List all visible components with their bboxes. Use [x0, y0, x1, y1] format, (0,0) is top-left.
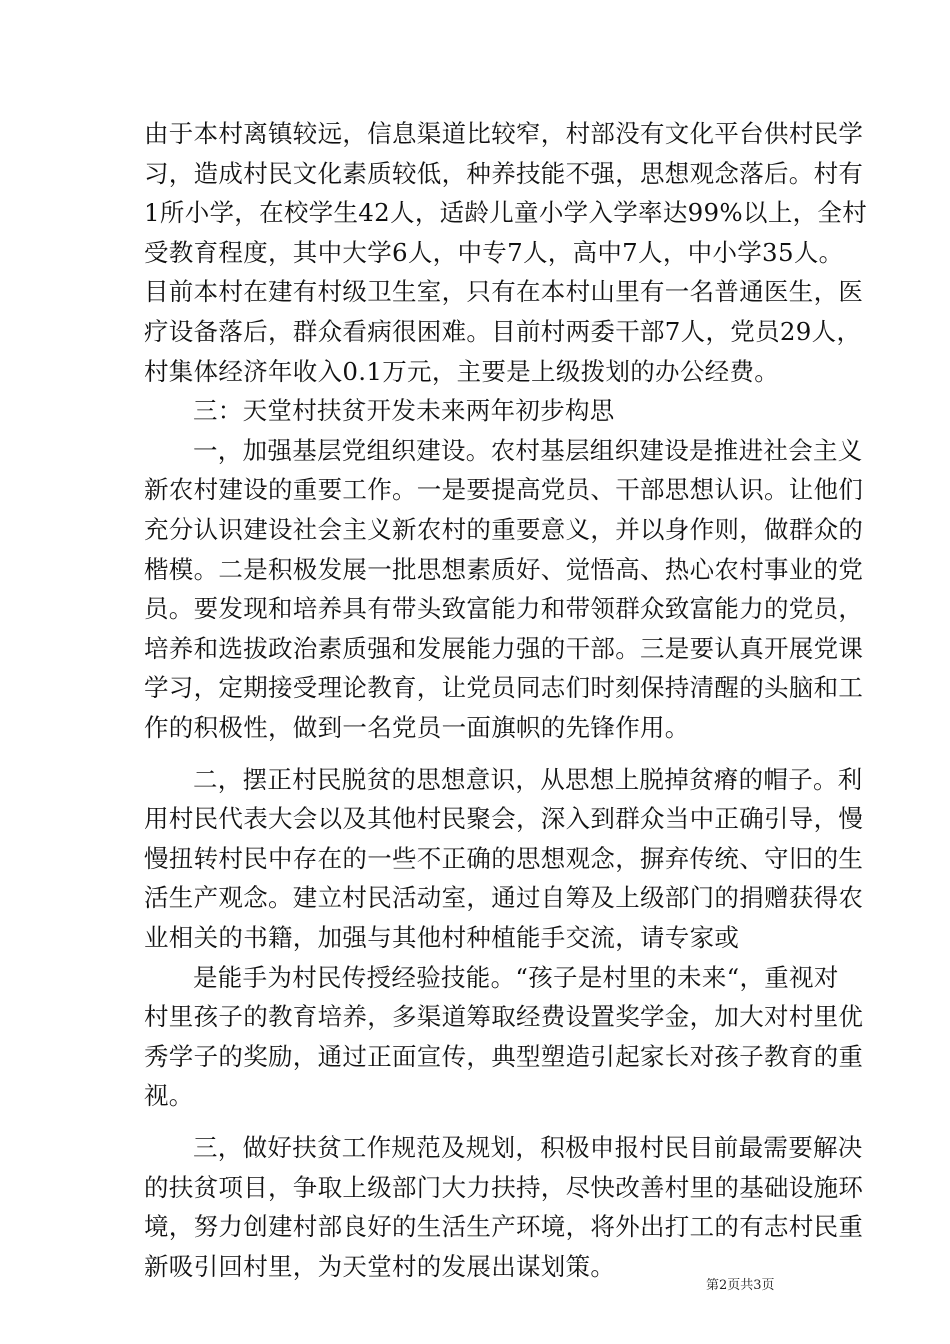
- body-text-line: 慢扭转村民中存在的一些不正确的思想观念，摒弃传统、守旧的生: [144, 844, 864, 873]
- body-text-line: 视。: [144, 1081, 194, 1110]
- body-text-line: 习，造成村民文化素质较低，种养技能不强，思想观念落后。村有: [144, 159, 864, 188]
- body-text-line: 新农村建设的重要工作。一是要提高党员、干部思想认识。让他们: [144, 475, 864, 504]
- body-text-line: 用村民代表大会以及其他村民聚会，深入到群众当中正确引导，慢: [144, 804, 864, 833]
- body-text-line: 秀学子的奖励，通过正面宣传，典型塑造引起家长对孩子教育的重: [144, 1042, 864, 1071]
- body-text-line: 业相关的书籍，加强与其他村种植能手交流，请专家或: [144, 923, 740, 952]
- body-text-line: 楷模。二是积极发展一批思想素质好、觉悟高、热心农村事业的党: [144, 555, 864, 584]
- page-number: 第2页共3页: [706, 1278, 775, 1293]
- body-text-line: 目前本村在建有村级卫生室，只有在本村山里有一名普通医生，医: [144, 277, 864, 306]
- section-heading: 三：天堂村扶贫开发未来两年初步构思: [193, 396, 615, 425]
- body-text-line: 三，做好扶贫工作规范及规划，积极申报村民目前最需要解决: [193, 1133, 863, 1162]
- body-text-line: 充分认识建设社会主义新农村的重要意义，并以身作则，做群众的: [144, 515, 864, 544]
- body-text-line: 受教育程度，其中大学6人，中专7人，高中7人，中小学35人。: [144, 238, 844, 267]
- body-text-line: 培养和选拔政治素质强和发展能力强的干部。三是要认真开展党课: [144, 634, 864, 663]
- body-text-line: 疗设备落后，群众看病很困难。目前村两委干部7人，党员29人，: [144, 317, 862, 346]
- body-text-line: 村里孩子的教育培养，多渠道筹取经费设置奖学金，加大对村里优: [144, 1002, 864, 1031]
- body-text-line: 由于本村离镇较远，信息渠道比较窄，村部没有文化平台供村民学: [144, 119, 864, 148]
- body-text-line: 是能手为村民传授经验技能。“孩子是村里的未来“，重视对: [193, 963, 839, 992]
- body-text-line: 新吸引回村里，为天堂村的发展出谋划策。: [144, 1252, 616, 1281]
- body-text-line: 二，摆正村民脱贫的思想意识，从思想上脱掉贫瘠的帽子。利: [193, 765, 863, 794]
- body-text-line: 境，努力创建村部良好的生活生产环境，将外出打工的有志村民重: [144, 1212, 864, 1241]
- body-text-line: 的扶贫项目，争取上级部门大力扶持，尽快改善村里的基础设施环: [144, 1173, 864, 1202]
- body-text-line: 作的积极性，做到一名党员一面旗帜的先锋作用。: [144, 713, 690, 742]
- body-text-line: 村集体经济年收入0.1万元，主要是上级拨划的办公经费。: [144, 357, 780, 386]
- body-text-line: 1所小学，在校学生42人，适龄儿童小学入学率达99%以上，全村: [144, 198, 868, 227]
- body-text-line: 活生产观念。建立村民活动室，通过自筹及上级部门的捐赠获得农: [144, 883, 864, 912]
- body-text-line: 一，加强基层党组织建设。农村基层组织建设是推进社会主义: [193, 436, 863, 465]
- body-text-line: 员。要发现和培养具有带头致富能力和带领群众致富能力的党员，: [144, 594, 864, 623]
- body-text-line: 学习，定期接受理论教育，让党员同志们时刻保持清醒的头脑和工: [144, 673, 864, 702]
